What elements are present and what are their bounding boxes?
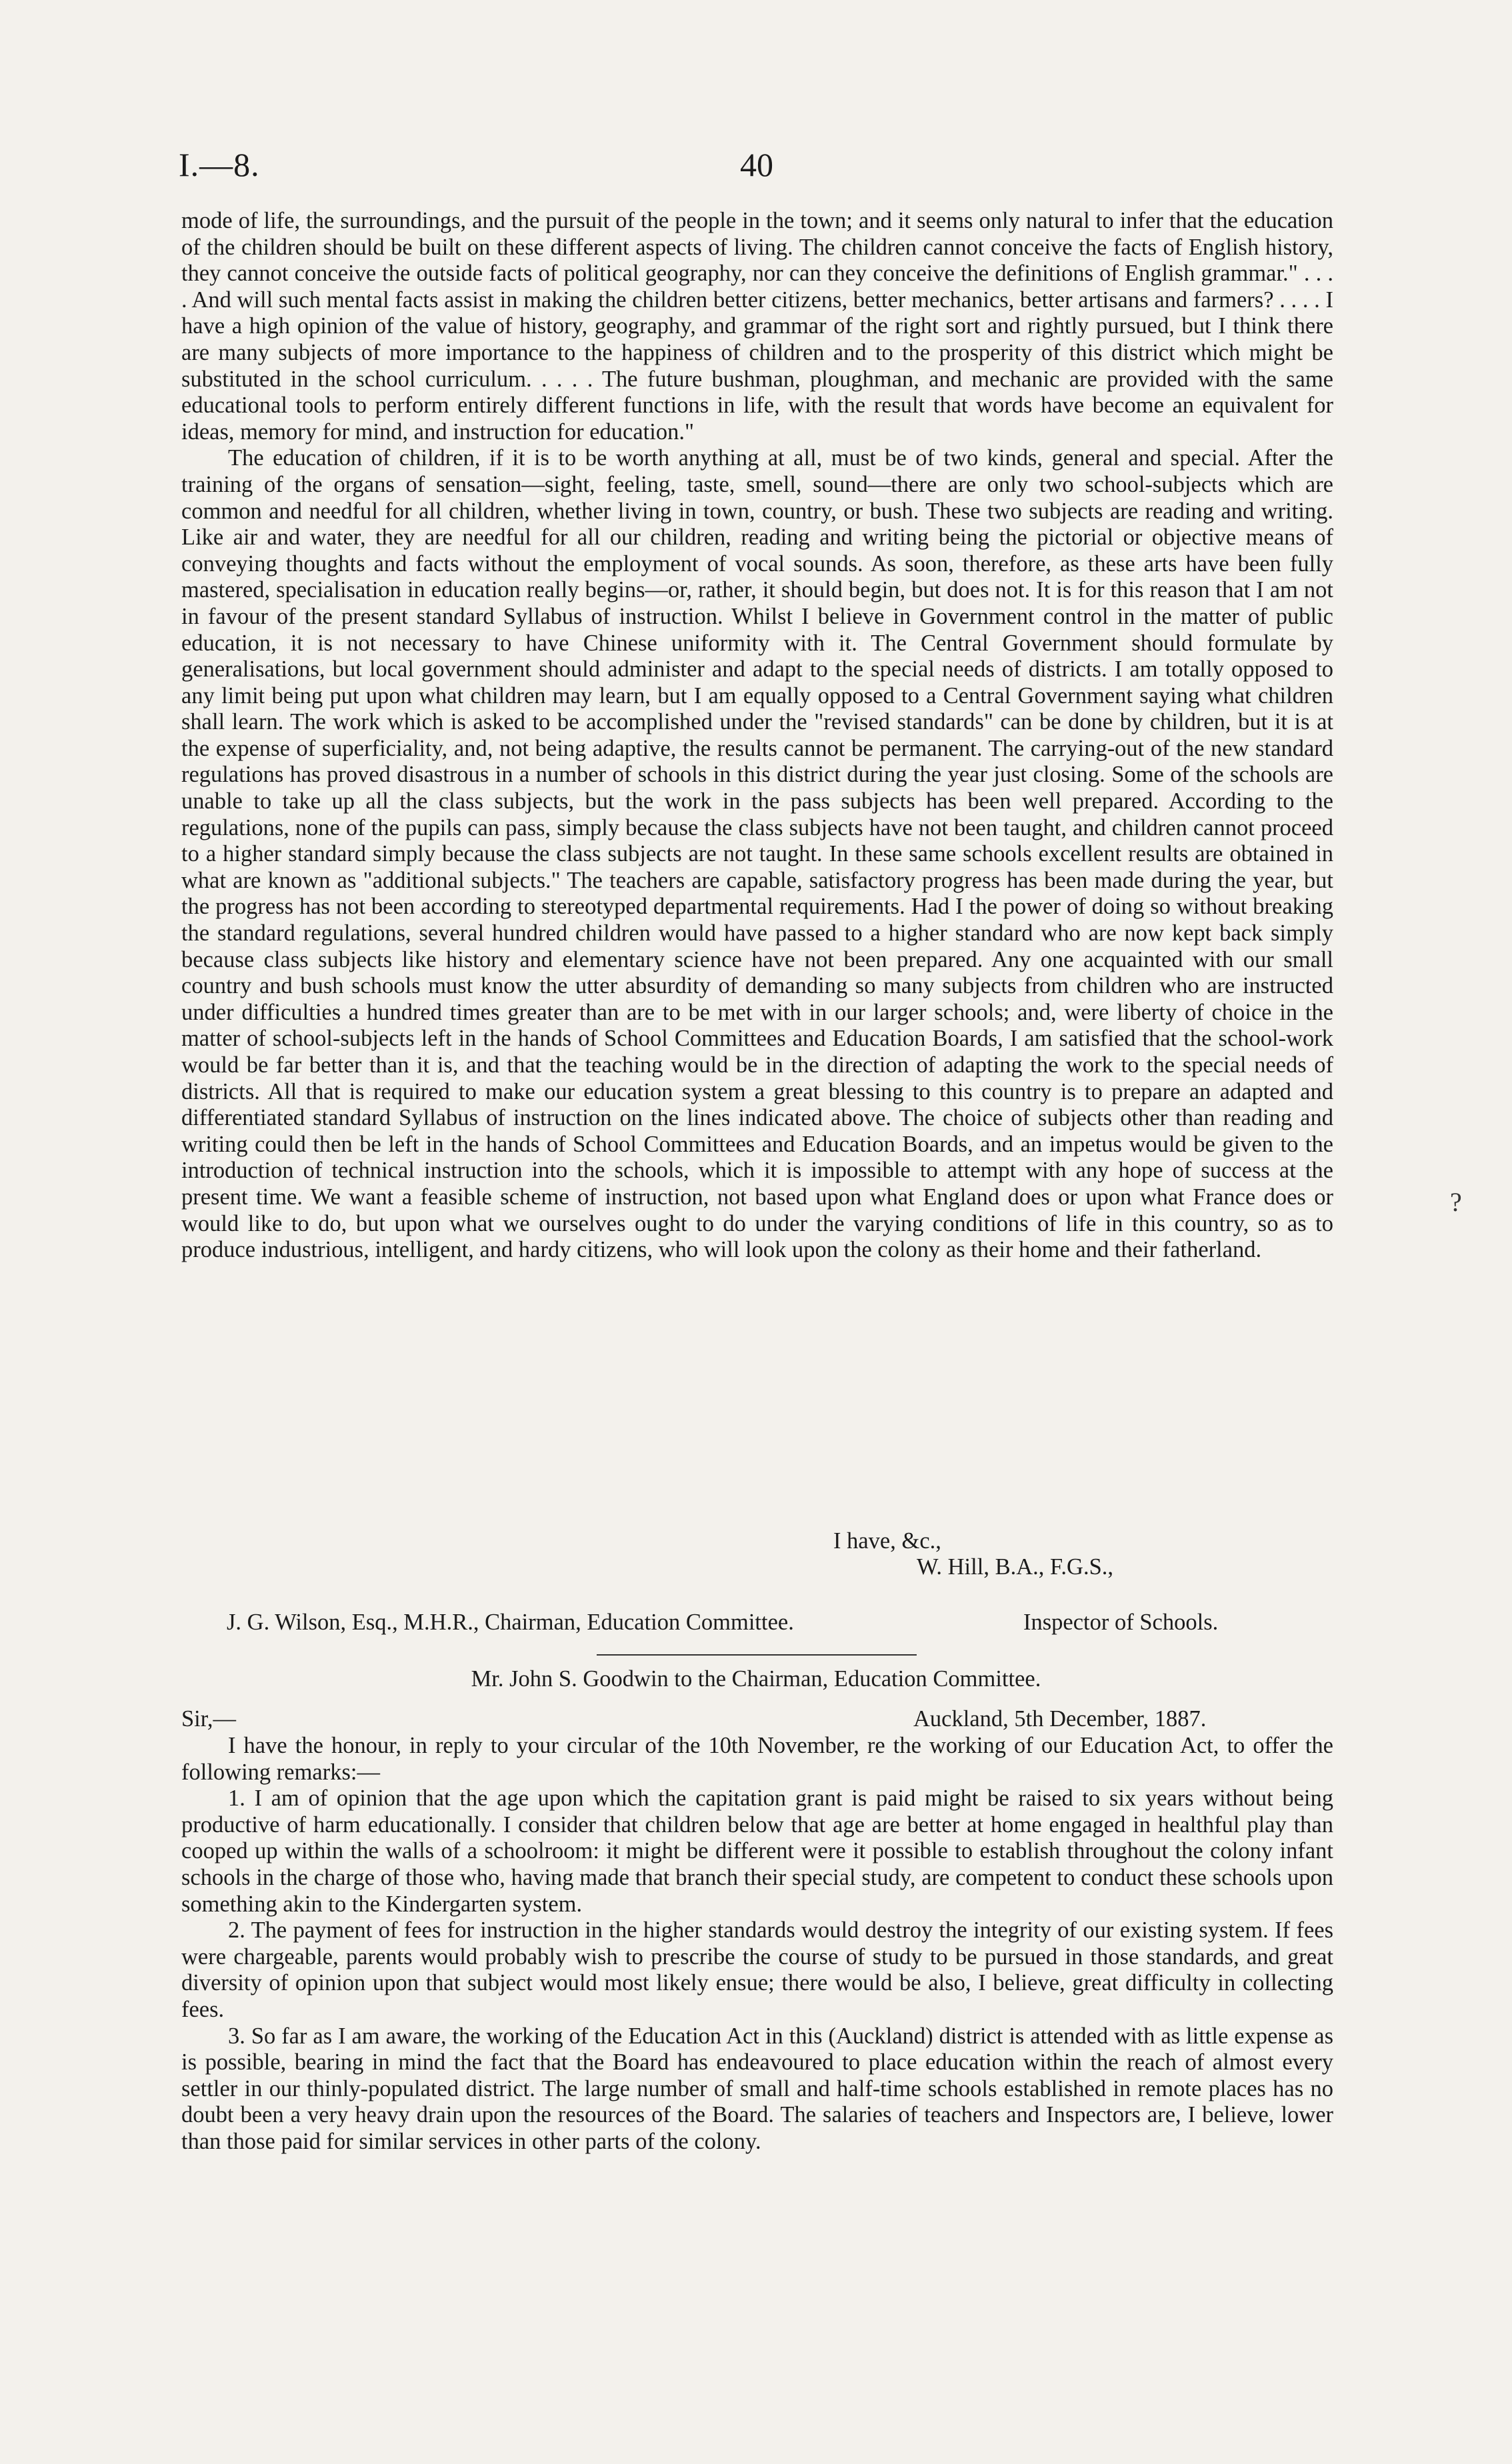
salutation: Sir,— bbox=[181, 1706, 237, 1732]
signer-name: W. Hill, B.A., F.G.S., bbox=[917, 1554, 1114, 1580]
report-body bbox=[181, 208, 1333, 1264]
letter-heading: Mr. John S. Goodwin to the Chairman, Education Committee. bbox=[471, 1666, 1041, 1692]
paragraph-intro: I have the honour, in reply to your circular of the 10th November, re the working of our Education Act, to offer the following remarks:— bbox=[181, 1733, 1333, 1785]
paragraph-point-3: 3. So far as I am aware, the working of the Education Act in this (Auckland) district is attended with as little expense as is possible, bearing in mind the fact that the Board has endeavoured to place education within the reach of almost every settler in our thinly-populated district. The large number of small and half-time schools established in remote places has no doubt been a very heavy drain upon the resources of the Board. The salaries of teachers and Inspectors are, I believe, lower than those paid for similar services in other parts of the colony. bbox=[181, 2023, 1333, 2154]
page-number: 40 bbox=[740, 146, 773, 183]
margin-question-mark: ? bbox=[1450, 1187, 1462, 1217]
closing-line: I have, &c., bbox=[833, 1528, 941, 1554]
signer-title: Inspector of Schools. bbox=[1023, 1610, 1219, 1635]
paragraph-point-2: 2. The payment of fees for instruction in the higher standards would destroy the integrity of our existing system. If fees were chargeable, parents would probably wish to prescribe the course of study to be pursued in those standards, and great diversity of opinion upon that subject would most likely ensue; there would be also, I believe, great difficulty in collecting fees. bbox=[181, 1917, 1333, 2022]
paragraph-education-of-children: The education of children, if it is to be worth anything at all, must be of two kinds, general and special. After the training of the organs of sensation—sight, feeling, taste, smell, sound—there are only two school-subjects which are common and needful for all children, whether living in town, country, or bush. These two subjects are reading and writing. Like air and water, they are needful for all our children, reading and writing being the pictorial or objective means of conveying thoughts and facts without the employment of vocal sounds. As soon, therefore, as these arts have been fully mastered, specialisation in education really begins—or, rather, it should begin, but does not. It is for this reason that I am not in favour of the present standard Syllabus of instruction. Whilst I believe in Government control in the matter of public education, it is not necessary to have Chinese uniformity with it. The Central Government should formulate by generalisations, but local government should administer and adapt to the special needs of districts. I am totally opposed to any limit being put upon what children may learn, but I am equally opposed to a Central Government saying what children shall learn. The work which is asked to be accomplished under the "revised standards" can be done by children, but it is at the expense of superficiality, and, not being adaptive, the results cannot be permanent. The carrying-out of the new standard regulations has proved disastrous in a number of schools in this district during the year just closing. Some of the schools are unable to take up all the class subjects, but the work in the pass subjects has been well prepared. According to the regulations, none of the pupils can pass, simply because the class subjects have not been taught, and children cannot proceed to a higher standard simply because the class subjects are not taught. In these same schools excellent results are obtained in what are known as "additional subjects." The teachers are capable, satisfactory progress has been made during the year, but the progress has not been according to stereotyped departmental requirements. Had I the power of doing so without breaking the standard regulations, several hundred children would have passed to a higher standard who are now kept back simply because class subjects like history and elementary science have not been prepared. Any one acquainted with our small country and bush schools must know the utter absurdity of demanding so many subjects from children who are instructed under difficulties a hundred times greater than are to be met with in our larger schools; and, were liberty of choice in the matter of school-subjects left in the hands of School Committees and Education Boards, I am satisfied that the school-work would be far better than it is, and that the teaching would be in the direction of adapting the work to the special needs of districts. All that is required to make our education system a great blessing to this country is to prepare an adapted and differentiated standard Syllabus of instruction on the lines indicated above. The choice of subjects other than reading and writing could then be left in the hands of School Committees and Education Boards, and an impetus would be given to the introduction of technical instruction into the schools, which it is impossible to attempt with any hope of success at the present time. We want a feasible scheme of instruction, not based upon what England does or upon what France does or would like to do, but upon what we ourselves ought to do under the varying conditions of life in this country, so as to produce industrious, intelligent, and hardy citizens, who will look upon the colony as their home and their fatherland. bbox=[181, 445, 1333, 1263]
section-reference: I.—8. bbox=[179, 146, 260, 183]
addressee-line: J. G. Wilson, Esq., M.H.R., Chairman, Education Committee. bbox=[227, 1610, 794, 1635]
letter-body bbox=[181, 1733, 1333, 2155]
dateline: Auckland, 5th December, 1887. bbox=[913, 1706, 1207, 1732]
paragraph-continuation: mode of life, the surroundings, and the pursuit of the people in the town; and it seems only natural to infer that the education of the children should be built on these different aspects of living. The children cannot conceive the facts of English history, they cannot conceive the outside facts of political geography, nor can they conceive the definitions of English grammar." . . . . And will such mental facts assist in making the children better citizens, better mechanics, better artisans and farmers? . . . . I have a high opinion of the value of history, geography, and grammar of the right sort and rightly pursued, but I think there are many subjects of more importance to the happiness of children and to the prosperity of this district which might be substituted in the school curriculum. . . . . The future bushman, ploughman, and mechanic are provided with the same educational tools to perform entirely different functions in life, with the result that words have become an equivalent for ideas, memory for mind, and instruction for education." bbox=[181, 208, 1333, 445]
section-divider bbox=[597, 1654, 917, 1656]
paragraph-point-1: 1. I am of opinion that the age upon which the capitation grant is paid might be raised to six years without being productive of harm educationally. I consider that children below that age are better at home engaged in healthful play than cooped up within the walls of a schoolroom: it might be different were it possible to establish throughout the colony infant schools in the charge of those who, having made that branch their special study, are competent to conduct these schools upon something akin to the Kindergarten system. bbox=[181, 1786, 1333, 1917]
